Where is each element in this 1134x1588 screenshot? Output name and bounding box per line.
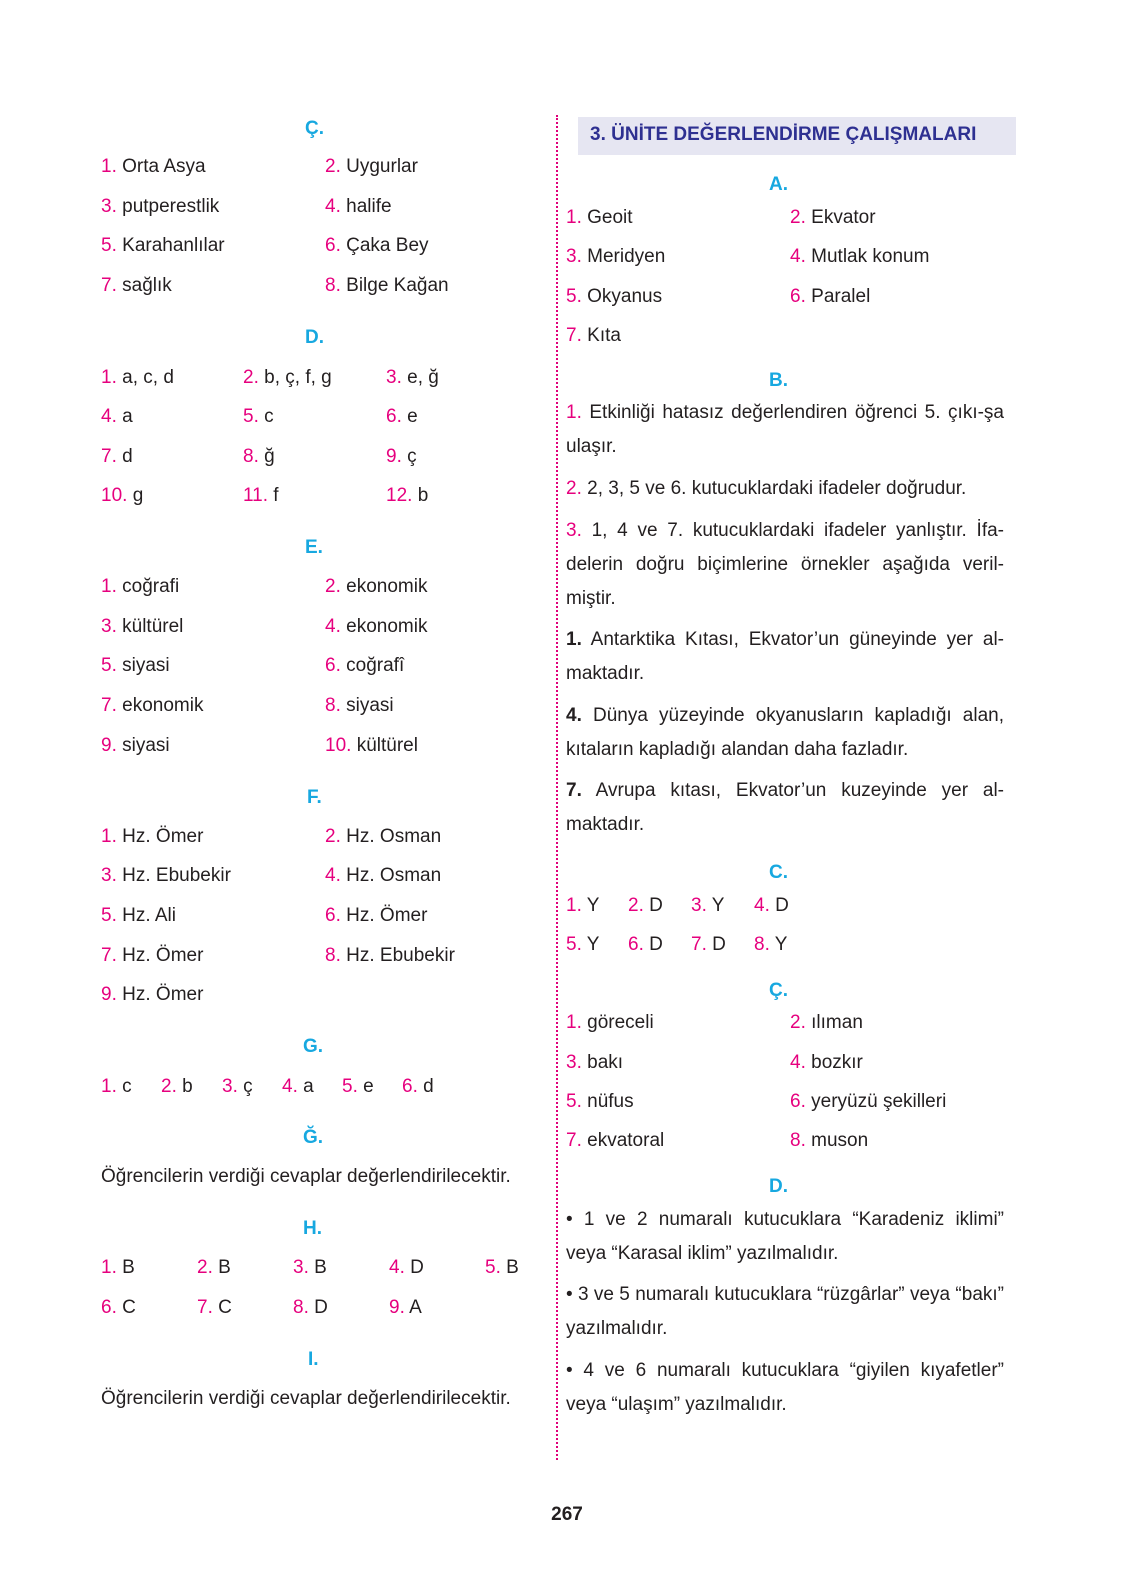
answer-item: 8. Hz. Ebubekir (325, 945, 455, 966)
section-heading-d: D. (305, 327, 324, 348)
answer-item: 5. c (243, 406, 274, 427)
answer-item: 3. bakı (566, 1052, 624, 1073)
answer-item: 5. siyasi (101, 655, 170, 676)
section-heading-i: I. (308, 1349, 319, 1370)
answer-item: 1. c (101, 1076, 132, 1097)
answer-item: 6. Çaka Bey (325, 235, 429, 256)
answer-paragraph: 1. Etkinliği hatasız değerlendiren öğrenci 5. çıkı-şa ulaşır. (566, 402, 1004, 457)
answer-item: 3. putperestlik (101, 196, 220, 217)
answer-paragraph: 7. Avrupa kıtası, Ekvator’un kuzeyinde yer al-maktadır. (566, 780, 1004, 835)
answer-item: 7. Hz. Ömer (101, 945, 204, 966)
answer-item: 4. Mutlak konum (790, 246, 930, 267)
answer-item: 1. Hz. Ömer (101, 826, 204, 847)
answer-item: 8. muson (790, 1130, 869, 1151)
answer-paragraph: 3. 1, 4 ve 7. kutucuklardaki ifadeler yanlıştır. İfa-delerin doğru biçimlerine örnekler aşağıda veril-miştir. (566, 520, 1004, 609)
answer-item: 10. kültürel (325, 735, 418, 756)
answer-item: 5. B (485, 1257, 519, 1278)
answer-item: 6. Hz. Ömer (325, 905, 428, 926)
answer-item: 8. D (293, 1297, 328, 1318)
answer-item: 6. C (101, 1297, 136, 1318)
answer-paragraph: 1. Antarktika Kıtası, Ekvator’un güneyinde yer al-maktadır. (566, 629, 1004, 684)
answer-item: 5. Karahanlılar (101, 235, 225, 256)
answer-item: 6. d (402, 1076, 434, 1097)
answer-item: 1. göreceli (566, 1012, 654, 1033)
section-heading-d: D. (769, 1176, 788, 1197)
answer-item: 1. Y (566, 895, 600, 916)
section-heading-c-cedilla: Ç. (769, 980, 788, 1001)
section-heading-e: E. (305, 537, 323, 558)
answer-item: 3. kültürel (101, 616, 184, 637)
answer-item: 3. B (293, 1257, 327, 1278)
answer-item: 4. Hz. Osman (325, 865, 442, 886)
answer-item: 3. ç (222, 1076, 253, 1097)
section-heading-a: A. (769, 174, 788, 195)
answer-item: 4. a (101, 406, 133, 427)
answer-item: 5. Y (566, 934, 600, 955)
answer-item: 2. Uygurlar (325, 156, 418, 177)
section-heading-c: C. (769, 862, 788, 883)
answer-item: 5. e (342, 1076, 374, 1097)
answer-item: 2. b (161, 1076, 193, 1097)
answer-item: 6. D (628, 934, 663, 955)
section-heading-g-breve: Ğ. (303, 1127, 324, 1148)
answer-item: 4. a (282, 1076, 314, 1097)
unit-banner: 3. ÜNİTE DEĞERLENDİRME ÇALIŞMALARI (578, 117, 1016, 155)
answer-item: 9. siyasi (101, 735, 170, 756)
answer-item: 2. Hz. Osman (325, 826, 442, 847)
answer-item: 2. ılıman (790, 1012, 863, 1033)
answer-item: 4. bozkır (790, 1052, 863, 1073)
answer-item: 4. D (754, 895, 789, 916)
answer-item: 1. Orta Asya (101, 156, 206, 177)
answer-item: 1. B (101, 1257, 135, 1278)
answer-item: 3. Meridyen (566, 246, 666, 267)
answer-item: 5. Hz. Ali (101, 905, 176, 926)
answer-item: 8. siyasi (325, 695, 394, 716)
answer-item: 8. ğ (243, 446, 275, 467)
section-heading-f: F. (307, 787, 322, 808)
answer-item: 7. D (691, 934, 726, 955)
answer-item: 1. Geoit (566, 207, 633, 228)
answer-item: 3. Hz. Ebubekir (101, 865, 231, 886)
answer-item: 2. ekonomik (325, 576, 428, 597)
answer-bullet: • 4 ve 6 numaralı kutucuklara “giyilen kıyafetler” veya “ulaşım” yazılmalıdır. (566, 1360, 1004, 1415)
answer-paragraph: 2. 2, 3, 5 ve 6. kutucuklardaki ifadeler doğrudur. (566, 478, 967, 499)
answer-item: 10. g (101, 485, 144, 506)
answer-item: 6. coğrafî (325, 655, 405, 676)
answer-item: 5. Okyanus (566, 286, 663, 307)
answer-item: 9. A (389, 1297, 422, 1318)
answer-item: 1. a, c, d (101, 367, 174, 388)
answer-item: 7. Kıta (566, 325, 621, 346)
answer-item: 8. Bilge Kağan (325, 275, 449, 296)
answer-item: 3. Y (691, 895, 725, 916)
section-heading-g: G. (303, 1036, 324, 1057)
answer-item: 2. b, ç, f, g (243, 367, 332, 388)
answer-item: 6. e (386, 406, 418, 427)
answer-item: 2. D (628, 895, 663, 916)
answer-bullet: • 1 ve 2 numaralı kutucuklara “Karadeniz iklimi” veya “Karasal iklim” yazılmalıdır. (566, 1209, 1004, 1264)
answer-text: Öğrencilerin verdiği cevaplar değerlendirilecektir. (101, 1166, 511, 1187)
answer-item: 12. b (386, 485, 429, 506)
answer-item: 2. B (197, 1257, 231, 1278)
section-heading-b: B. (769, 370, 788, 391)
answer-item: 3. e, ğ (386, 367, 439, 388)
answer-item: 7. C (197, 1297, 232, 1318)
answer-paragraph: 4. Dünya yüzeyinde okyanusların kapladığı alan, kıtaların kapladığı alandan daha fazladır. (566, 705, 1004, 760)
answer-item: 4. ekonomik (325, 616, 428, 637)
answer-item: 6. Paralel (790, 286, 871, 307)
answer-bullet: • 3 ve 5 numaralı kutucuklara “rüzgârlar” veya “bakı” yazılmalıdır. (566, 1284, 1004, 1339)
answer-item: 1. coğrafi (101, 576, 180, 597)
answer-item: 9. ç (386, 446, 417, 467)
section-heading-h: H. (303, 1218, 322, 1239)
answer-item: 5. nüfus (566, 1091, 634, 1112)
answer-item: 4. D (389, 1257, 424, 1278)
answer-item: 9. Hz. Ömer (101, 984, 204, 1005)
answer-item: 7. sağlık (101, 275, 172, 296)
section-heading-c-cedilla: Ç. (305, 118, 324, 139)
answer-item: 7. ekvatoral (566, 1130, 665, 1151)
answer-item: 7. ekonomik (101, 695, 204, 716)
answer-item: 4. halife (325, 196, 392, 217)
answer-item: 8. Y (754, 934, 788, 955)
answer-text: Öğrencilerin verdiği cevaplar değerlendirilecektir. (101, 1388, 511, 1409)
answer-item: 11. f (243, 485, 279, 506)
answer-item: 6. yeryüzü şekilleri (790, 1091, 947, 1112)
column-divider (556, 115, 558, 1460)
answer-item: 2. Ekvator (790, 207, 876, 228)
page-number: 267 (551, 1504, 583, 1525)
answer-item: 7. d (101, 446, 133, 467)
